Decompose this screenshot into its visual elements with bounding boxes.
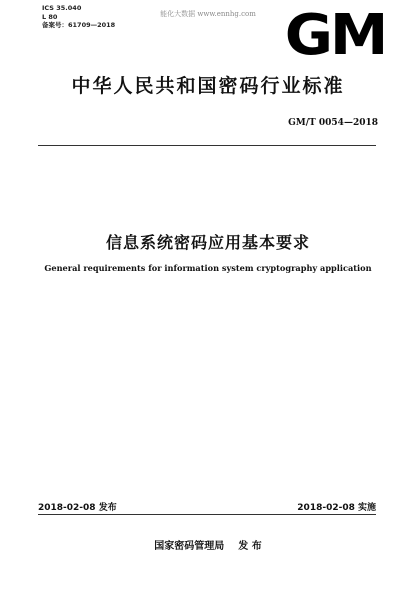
issuer-action: 发 布: [238, 541, 262, 552]
document-title-cn: 信息系统密码应用基本要求: [105, 233, 310, 252]
document-title-en: General requirements for information system cryptography application: [44, 263, 372, 273]
gm-logo: GM: [284, 3, 386, 68]
issuer-name: 国家密码管理局: [154, 541, 225, 552]
issuer-line: [0, 537, 416, 552]
publish-date: 2018-02-08 发布: [38, 503, 117, 513]
record-number: 备案号：61709—2018: [42, 21, 116, 30]
ics-code: ICS 35.040: [42, 4, 82, 12]
bottom-divider: [38, 514, 376, 515]
implement-date: 2018-02-08 实施: [297, 503, 376, 513]
watermark-text: 能化大数据 www.ennhg.com: [160, 10, 256, 18]
ccs-code: L 80: [42, 12, 58, 21]
standard-code: GM/T 0054—2018: [288, 118, 378, 128]
standard-category-heading: 中华人民共和国密码行业标准: [71, 75, 345, 97]
top-divider: [38, 145, 376, 146]
